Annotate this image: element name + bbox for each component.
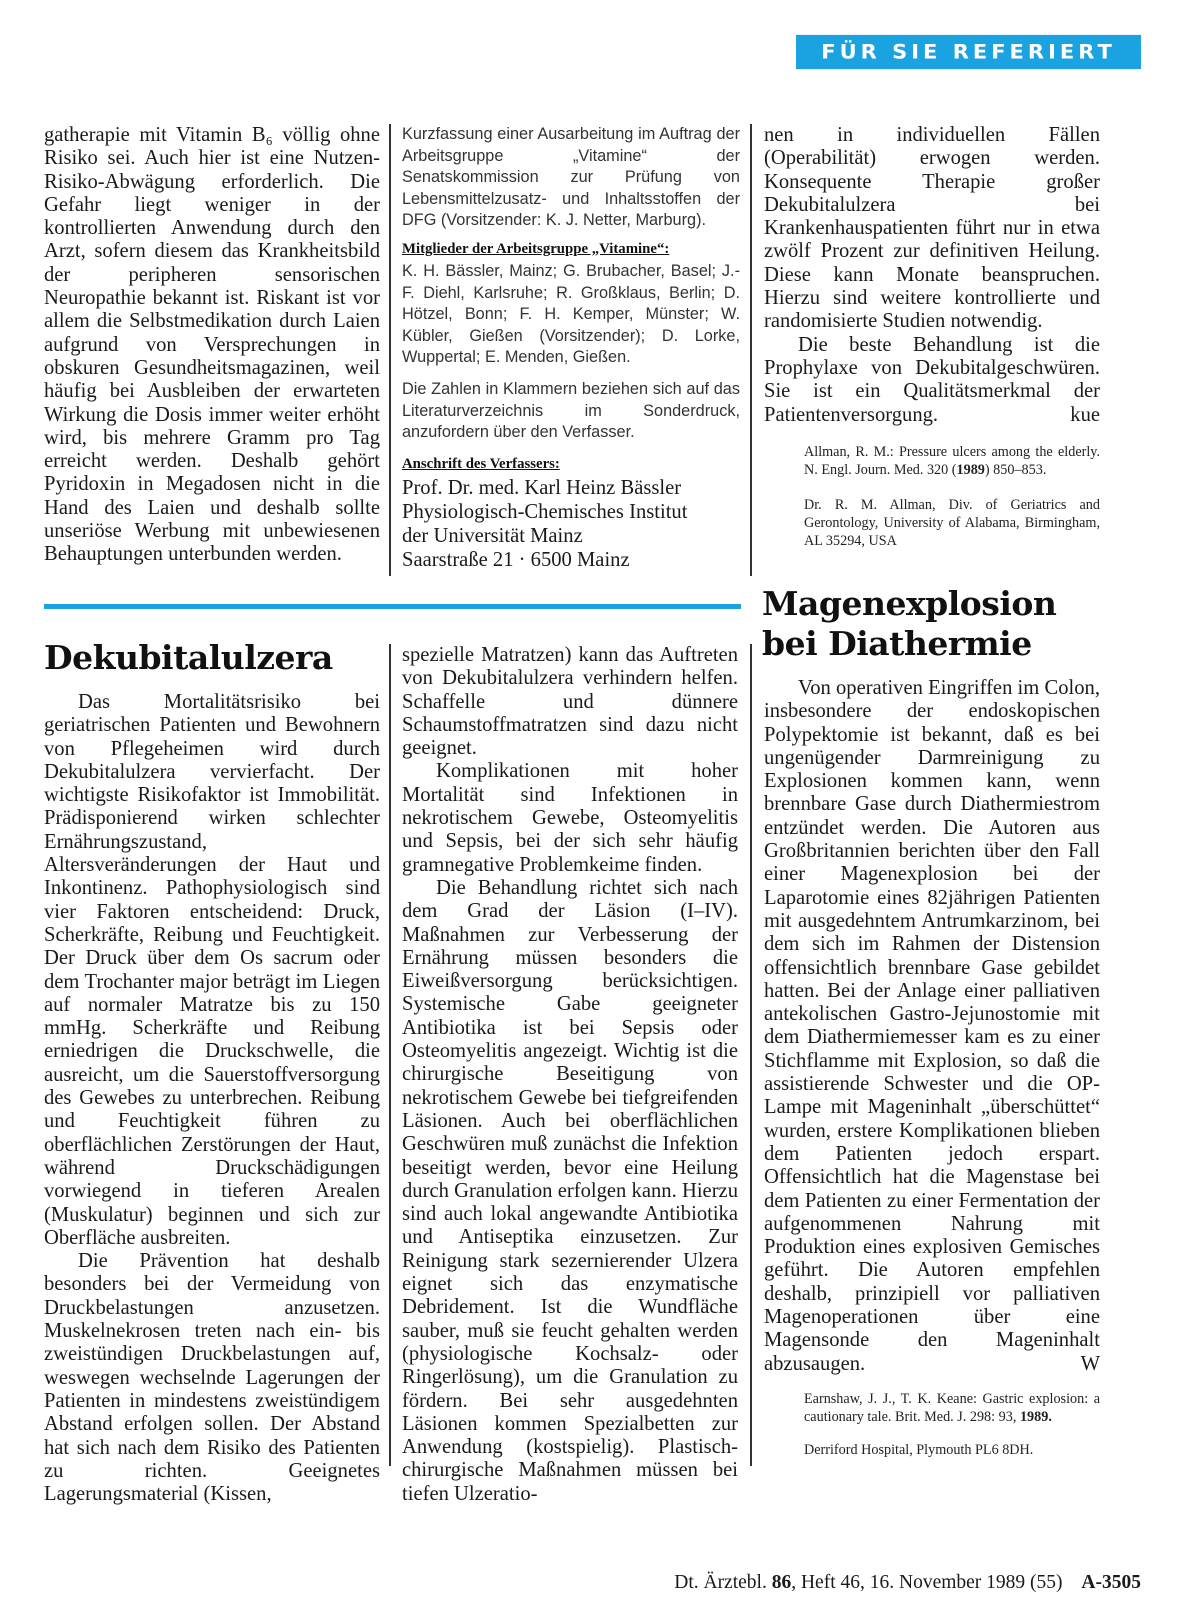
column-divider [750,644,752,1466]
paragraph: nen in individuellen Fällen (Operabilität) erwogen werden. Konsequente Therapie großer Dekubitalulzera bei Krankenhauspatienten führt nur in etwa zwölf Prozent zur definitiven Heilung. Diese kann Monate beanspruchen. Hierzu sind weitere kontrollierte und randomisierte Studien notwendig. [764,124,1100,333]
reference [804,443,1100,480]
section-divider [44,604,741,609]
paragraph-text: Die beste Behandlung ist die Prophylaxe von Dekubitalgeschwüren. Sie ist ein Qualitätsmerkmal der Patientenversorgung. [764,333,1100,426]
reference-note: Die Zahlen in Klammern beziehen sich auf das Literaturverzeichnis im Sonderdruck, anzufordern über den Verfasser. [402,379,740,442]
author-sign: W [1080,1352,1100,1375]
reference-year: 1989. [1019,1409,1052,1426]
article-title: Dekubitalulzera [44,638,333,677]
page-number: A-3505 [1081,1572,1141,1593]
top-middle-column [402,124,740,572]
journal-volume: 86 [771,1572,792,1593]
members-heading: Mitglieder der Arbeitsgruppe „Vitamine“: [402,240,670,257]
paragraph: Das Mortalitätsrisiko bei geriatrischen Patienten und Bewohnern von Pflegeheimen wird durch Dekubitalulzera vervierfacht. Der wichtigste Risikofaktor ist Immobilität. Prädisponierend wirken schlechter Ernährungszustand, Altersveränderungen der Haut und Inkontinenz. Pathophysiologisch sind vier Faktoren entscheidend: Druck, Scherkräfte, Reibung und Feuchtigkeit. Der Druck über dem Os sacrum oder dem Trochanter major beträgt im Liegen auf normaler Matratze bis zu 150 mmHg. Scherkräfte und Reibung erniedrigen die Druckschwelle, die ausreicht, um die Sauerstoffversorgung des Gewebes zu unterbrechen. Reibung und Feuchtigkeit führen zu oberflächlichen Zerstörungen der Haut, während Druckschädigungen vorwiegend in tieferen Arealen (Muskulatur) beginnen und sich zur Oberfläche ausbreiten. [44,691,380,1249]
paragraph-text: Von operativen Eingriffen im Colon, insbesondere der endoskopischen Polypektomie ist bekannt, daß es bei ungenügender Darmreinigung zu Explosionen kommen kann, wenn brennbare Gase durch Diathermiestrom entzündet werden. Die Autoren aus Großbritannien berichten über den Fall einer Magenexplosion bei der Laparotomie eines 82jährigen Patienten mit ausgedehntem Antrumkarzinom, bei dem sich im Rahmen der Distension offensichtlich brennbare Gase gebildet hatten. Bei der Anlage einer palliativen antekolischen Gastro-Jejunostomie mit dem Diathermiemesser kam es zu einer Stichflamme mit Explosion, so daß die assistierende Schwester und die OP-Lampe mit Mageninhalt „überschüttet“ wurden, erstere Komplikationen blieben dem Patienten jedoch erspart. Offensichtlich hat die Magenstase bei dem Patienten zu einer Fermentation der aufgenommenen Nahrung mit Produktion eines explosiven Gemisches geführt. Die Autoren empfehlen deshalb, prinzipiell vor palliativen Magenoperationen über eine Magensonde den Mageninhalt abzusaugen. [764,677,1100,1375]
author-address [402,476,740,572]
summary-note: Kurzfassung einer Ausarbeitung im Auftrag der Arbeitsgruppe „Vitamine“ der Senatskommission zur Prüfung von Lebensmittelzusatz- und Inhaltsstoffen der DFG (Vorsitzender: K. J. Netter, Marburg). [402,125,740,230]
continued-text: gatherapie mit Vitamin B₆ völlig ohne Risiko sei. Auch hier ist eine Nutzen-Risiko-Abwägung erforderlich. Die Gefahr liegt weniger in der kontrollierten Anwendung durch den Arzt, sofern diesem das Krankheitsbild der peripheren sensorischen Neuropathie bekannt ist. Riskant ist vor allem die Selbstmedikation durch Laien aufgrund von Versprechungen in obskuren Gesundheitsmagazinen, weil häufig bei Ausbleiben der erwarteten Wirkung die Dosis immer weiter erhöht wird, bis mehrere Gramm pro Tag erreicht werden. Deshalb gehört Pyridoxin in Megadosen nicht in die Hand des Laien und deshalb sollte unseriöse Werbung mit unbewiesenen Behauptungen unterbunden werden. [44,124,380,566]
issue-info: , Heft 46, 16. November 1989 (55) [791,1572,1063,1593]
journal-name: Dt. Ärztebl. [674,1572,767,1593]
paragraph: Die Behandlung richtet sich nach dem Grad der Läsion (I–IV). Maßnahmen zur Verbesserung der Ernährung müssen besonders die Eiweißversorgung berücksichtigen. Systemische Gabe geeigneter Antibiotika ist bei Sepsis oder Osteomyelitis angezeigt. Wichtig ist die chirurgische Beseitigung von nekrotischem Gewebe bei tiefgreifenden Läsionen. Auch bei oberflächlichen Geschwüren muß zunächst die Infektion beseitigt werden, bevor eine Heilung durch Granulation erfolgen kann. Hierzu sind auch lokal angewandte Antibiotika und Antiseptika einzusetzen. Zur Reinigung stark sezernierender Ulzera eignet sich das enzymatische Debridement. Ist die Wundfläche sauber, muß sie feucht gehalten werden (physiologische Kochsalz- oder Ringerlösung), um die Granulation zu fördern. Bei sehr ausgedehnten Läsionen kommen Spezialbetten zur Anwendung (kostspielig). Plastisch-chirurgische Maßnahmen müssen bei tiefen Ulzeratio- [402,876,738,1505]
paragraph: Komplikationen mit hoher Mortalität sind Infektionen in nekrotischem Gewebe, Osteomyelitis und Sepsis, bei der sich sehr häufig gramnegative Problemkeime finden. [402,760,738,876]
article-title: bei Diathermie [762,624,1032,663]
article-title: Magenexplosion [762,584,1057,623]
address-line: Saarstraße 21 · 6500 Mainz [402,548,630,571]
column-divider [750,124,752,576]
reference-address: Dr. R. M. Allman, Div. of Geriatrics and Gerontology, University of Alabama, Birmingham, AL 35294, USA [804,496,1100,550]
reference-text: Earnshaw, J. J., T. K. Keane: Gastric explosion: a cautionary tale. Brit. Med. J. 298: 93, [804,1390,1100,1426]
reference-year: 1989 [956,462,985,479]
article-column [402,644,738,1506]
column-divider [389,644,391,1466]
address-heading: Anschrift des Verfassers: [402,455,560,472]
page-footer [600,1572,1141,1594]
article-heading [762,584,1102,664]
top-right-column [764,124,1100,551]
column-divider [389,124,391,576]
reference-text: Allman, R. M.: Pressure ulcers among the elderly. N. Engl. Journ. Med. 320 ( [804,443,1100,479]
paragraph: Die Prävention hat deshalb besonders bei der Vermeidung von Druckbelastungen anzusetzen. Muskelnekrosen treten nach ein- bis zweistündigen Druckbelastungen auf, weswegen wechselnde Lagerungen der Patienten in mindestens zweistündigem Abstand erfolgen sollen. Der Abstand hat sich nach dem Risiko des Patienten zu richten. Geeignetes Lagerungsmaterial (Kissen, [44,1250,380,1506]
paragraph: spezielle Matratzen) kann das Auftreten von Dekubitalulzera verhindern helfen. Schaffelle und dünnere Schaumstoffmatratzen sind dazu nicht geeignet. [402,644,738,760]
reference [804,1390,1100,1427]
address-line: der Universität Mainz [402,524,583,547]
reference-text: ) 850–853. [984,462,1047,479]
paragraph [764,334,1100,427]
article-column [764,677,1100,1459]
members-list: K. H. Bässler, Mainz; G. Brubacher, Basel; J.-F. Diehl, Karlsruhe; R. Großklaus, Berlin; D. Hötzel, Bonn; F. H. Kemper, Münster; W. Kübler, Gießen (Vorsitzender); D. Lorke, Wuppertal; E. Menden, Gießen. [402,261,740,367]
address-line: Physiologisch-Chemisches Institut [402,500,688,523]
reference-address: Derriford Hospital, Plymouth PL6 8DH. [804,1441,1034,1458]
address-line: Prof. Dr. med. Karl Heinz Bässler [402,476,682,499]
paragraph [764,677,1100,1376]
author-sign: kue [1070,403,1100,426]
article-column [44,691,380,1506]
section-banner: FÜR SIE REFERIERT [796,35,1141,69]
top-left-column [44,124,380,567]
